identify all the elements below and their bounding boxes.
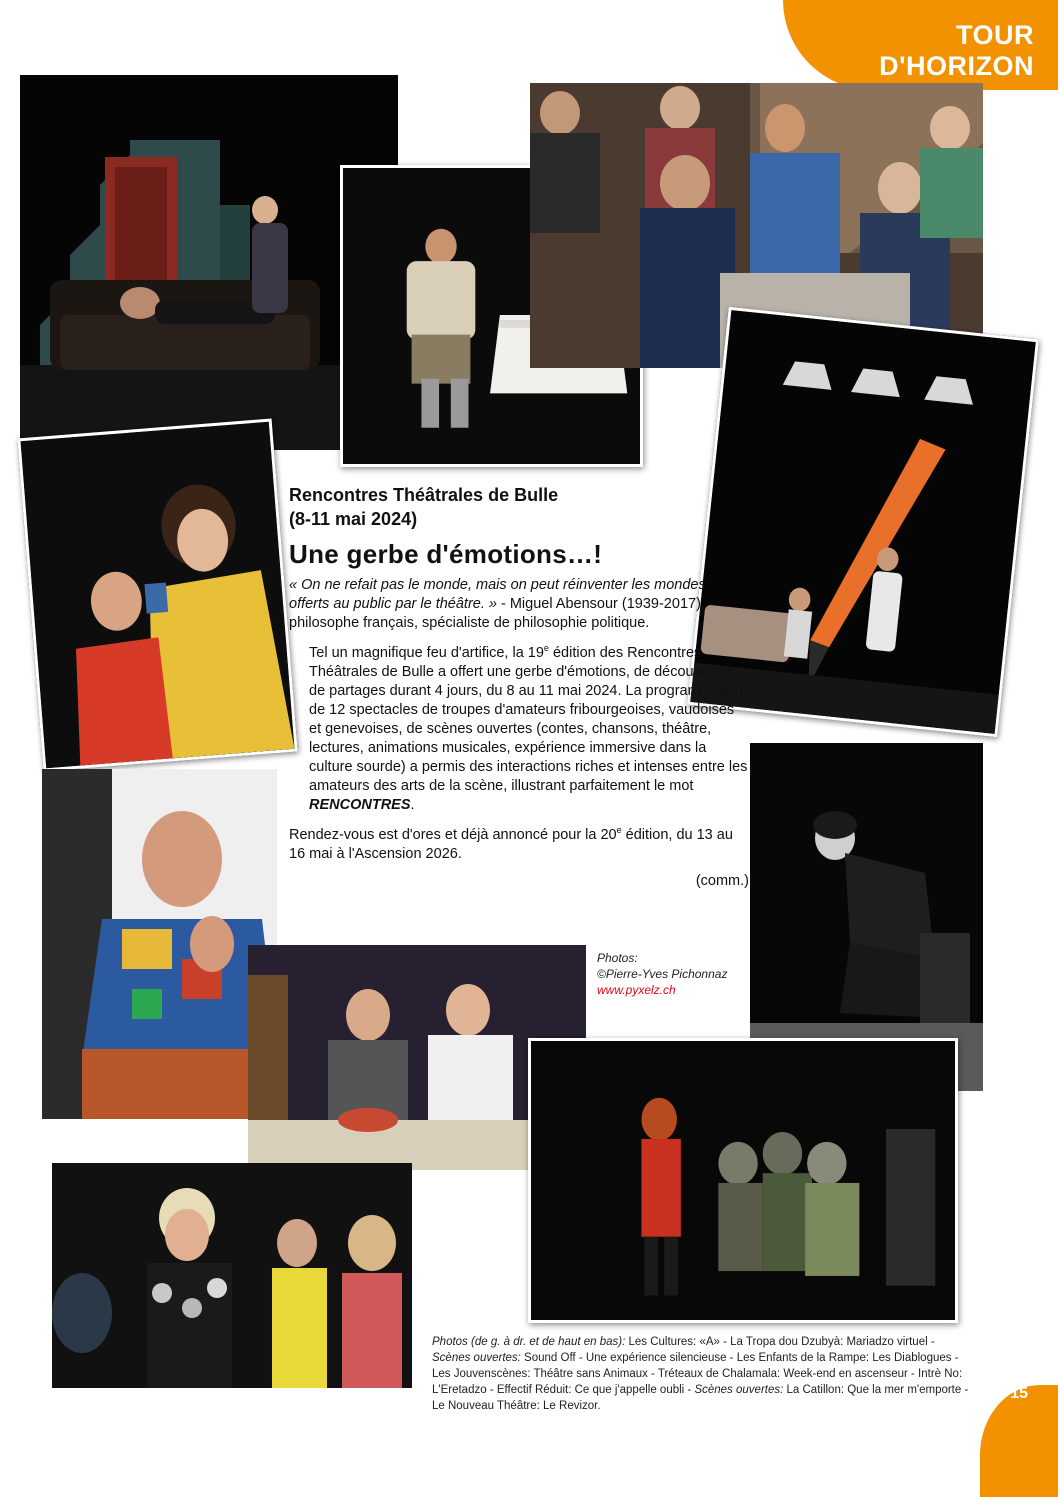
captions-part5: La Catillon: Que la mer m'emporte - Le Nouveau Théâtre: Le Revizor. [432,1384,969,1412]
article [289,483,749,891]
photo-man-colorful-shirt [42,769,277,1119]
kicker-line2: (8-11 mai 2024) [289,509,418,529]
body-part-b: édition des Rencontres Théâtrales de Bulle a offert une gerbe d'émotions, de découvertes, de partages durant 4 jours, du 8 au 11 mai 2024. La programmation de 12 spectacles de troupes d'amateurs fribourgeoises, vaudoises et genevoises, de scènes ouvertes (contes, chansons, théâtre, lectures, animations musicales, expérience immersive dans la culture sourde) a permis des interactions riches et intenses entre les amateurs des arts de la scène, illustrant parfaitement le mot [309,644,748,794]
photo-credit-author: ©Pierre-Yves Pichonnaz [597,967,728,981]
quote-text: « On ne refait pas le monde, mais on peut réinventer les mondes offerts au public par le théâtre. » [289,577,706,612]
photo-credit-label: Photos: [597,951,638,965]
article-closing-paragraph [289,821,749,864]
closing-sup: e [616,824,622,835]
captions-part3: Sound Off - Une expérience silencieuse - Les Enfants de la Rampe: Les Diablogues - Les Jouvenscènes: Théâtre sans Animaux - Tréteaux de Chalamala: Week-end en ascenseur - Intrè No: L'Eretadzo - Effectif Réduit: Ce que j'appelle oubli - [432,1352,963,1396]
captions-part2: Scènes ouvertes: [432,1352,521,1364]
closing-part-a: Rendez-vous est d'ores et déjà annoncé pour la 20 [289,826,617,843]
page-number-tab [980,1385,1058,1497]
quote-author: - Miguel Abensour (1939-2017), philosophe français, spécialiste de philosophie politique. [289,596,705,631]
closing-part-b: édition, du 13 au 16 mai à l'Ascension 2026. [289,826,733,862]
body-end: . [410,796,415,813]
section-tab-line1: TOUR [955,20,1034,50]
article-quote-paragraph [289,576,749,633]
section-tab [783,0,1058,90]
captions-part1: Les Cultures: «A» - La Tropa dou Dzubyà: Mariadzo virtuel - [625,1336,935,1348]
photo-credit-website-link[interactable]: www.pyxelz.ch [597,983,676,997]
body-sup: e [543,643,549,653]
section-tab-line2: D'HORIZON [879,51,1034,81]
article-body-paragraph [289,639,749,815]
captions-part4: Scènes ouvertes: [694,1384,784,1396]
photo-smiling-woman [52,1163,412,1388]
photo-group-performers [528,1038,958,1323]
article-kicker [289,483,749,531]
page-number: 15 [1010,1385,1028,1402]
body-emphasis-word: RENCONTRES [309,796,411,813]
article-signature: (comm.) [695,872,749,889]
photo-two-women [17,419,297,772]
article-headline: Une gerbe d'émotions…! [289,539,603,569]
section-tab-title [879,20,1034,82]
body-part-a: Tel un magnifique feu d'artifice, la 19 [309,644,544,661]
photo-credit [597,950,727,998]
kicker-line1: Rencontres Théâtrales de Bulle [289,485,559,505]
photo-captions [432,1334,972,1414]
captions-intro: Photos (de g. à dr. et de haut en bas): [432,1336,626,1348]
